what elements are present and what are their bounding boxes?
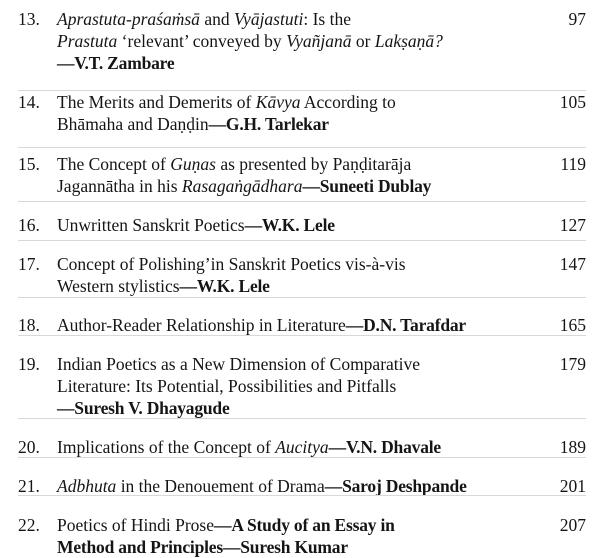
entry-page-number: 127 [559,215,586,235]
divider [18,495,586,496]
entry-title-continued: Jagannātha in his Rasagaṅgādhara—Suneeti Dublay [57,176,432,196]
entry-page-number: 105 [559,92,586,112]
divider [18,335,586,336]
entry-author: —Suneeti Dublay [302,176,432,196]
entry-page-number: 147 [559,254,586,274]
divider [18,240,586,241]
divider [18,418,586,419]
entry-title: Implications of the Concept of Aucitya—V.N. Dhavale [57,437,441,457]
entry-author: —W.K. Lele [179,276,270,296]
divider [18,147,586,148]
entry-title: Poetics of Hindi Prose—A Study of an Essay in [57,515,395,535]
toc-entry-14 [18,91,586,135]
entry-number: 16. [18,215,40,235]
entry-page-number: 179 [559,354,586,374]
entry-title: The Merits and Demerits of Kāvya According to [57,92,396,112]
toc-entry-16 [18,214,586,236]
entry-author: —D.N. Tarafdar [345,315,466,335]
entry-author: —V.N. Dhavale [328,437,441,457]
divider [18,201,586,202]
entry-title: Aprastuta-praśaṁsā and Vyājastuti: Is the [57,9,351,29]
entry-page-number: 207 [559,515,586,535]
entry-author: —W.K. Lele [244,215,335,235]
entry-page-number: 97 [568,9,586,29]
divider [18,457,586,458]
entry-title-continued: Literature: Its Potential, Possibilities and Pitfalls [57,376,397,396]
toc-entry-15 [18,153,586,197]
entry-number: 14. [18,92,40,112]
entry-number: 15. [18,154,40,174]
entry-title: Author-Reader Relationship in Literature—D.N. Tarafdar [57,315,466,335]
entry-title: Concept of Polishing’in Sanskrit Poetics vis-à-vis [57,254,406,274]
toc-entry-13 [18,8,586,74]
entry-title-continued: Prastuta ‘relevant’ conveyed by Vyañjanā or Lakṣaṇā? [57,31,443,51]
entry-page-number: 165 [559,315,586,335]
entry-number: 17. [18,254,40,274]
entry-page-number: 189 [559,437,586,457]
entry-page-number: 201 [559,476,586,496]
divider [18,90,586,91]
entry-title: The Concept of Guṇas as presented by Paṇḍitarāja [57,154,412,174]
toc-entry-18 [18,314,586,336]
entry-author: —G.H. Tarlekar [208,114,329,134]
entry-title-continued: Bhāmaha and Daṇḍin—G.H. Tarlekar [57,114,329,134]
entry-number: 20. [18,437,40,457]
entry-subtitle: —A Study of an Essay in [214,515,395,535]
toc-entry-19 [18,353,586,419]
entry-author: —Suresh V. Dhayagude [57,398,230,418]
entry-number: 18. [18,315,40,335]
entry-number: 21. [18,476,40,496]
entry-title: Unwritten Sanskrit Poetics—W.K. Lele [57,215,335,235]
divider [18,297,586,298]
entry-number: 13. [18,9,40,29]
entry-title: Adbhuta in the Denouement of Drama—Saroj Deshpande [57,476,467,496]
entry-number: 22. [18,515,40,535]
entry-page-number: 119 [560,154,586,174]
entry-author: —Saroj Deshpande [324,476,467,496]
entry-number: 19. [18,354,40,374]
toc-entry-17 [18,253,586,297]
entry-author: —Suresh Kumar [222,537,348,557]
entry-title: Indian Poetics as a New Dimension of Comparative [57,354,421,374]
toc-entry-22 [18,514,586,558]
toc-entry-20 [18,436,586,458]
entry-title-continued: Western stylistics—W.K. Lele [57,276,270,296]
entry-author: —V.T. Zambare [57,53,175,73]
toc-entry-21 [18,475,586,497]
entry-title-continued: Method and Principles—Suresh Kumar [57,537,348,557]
